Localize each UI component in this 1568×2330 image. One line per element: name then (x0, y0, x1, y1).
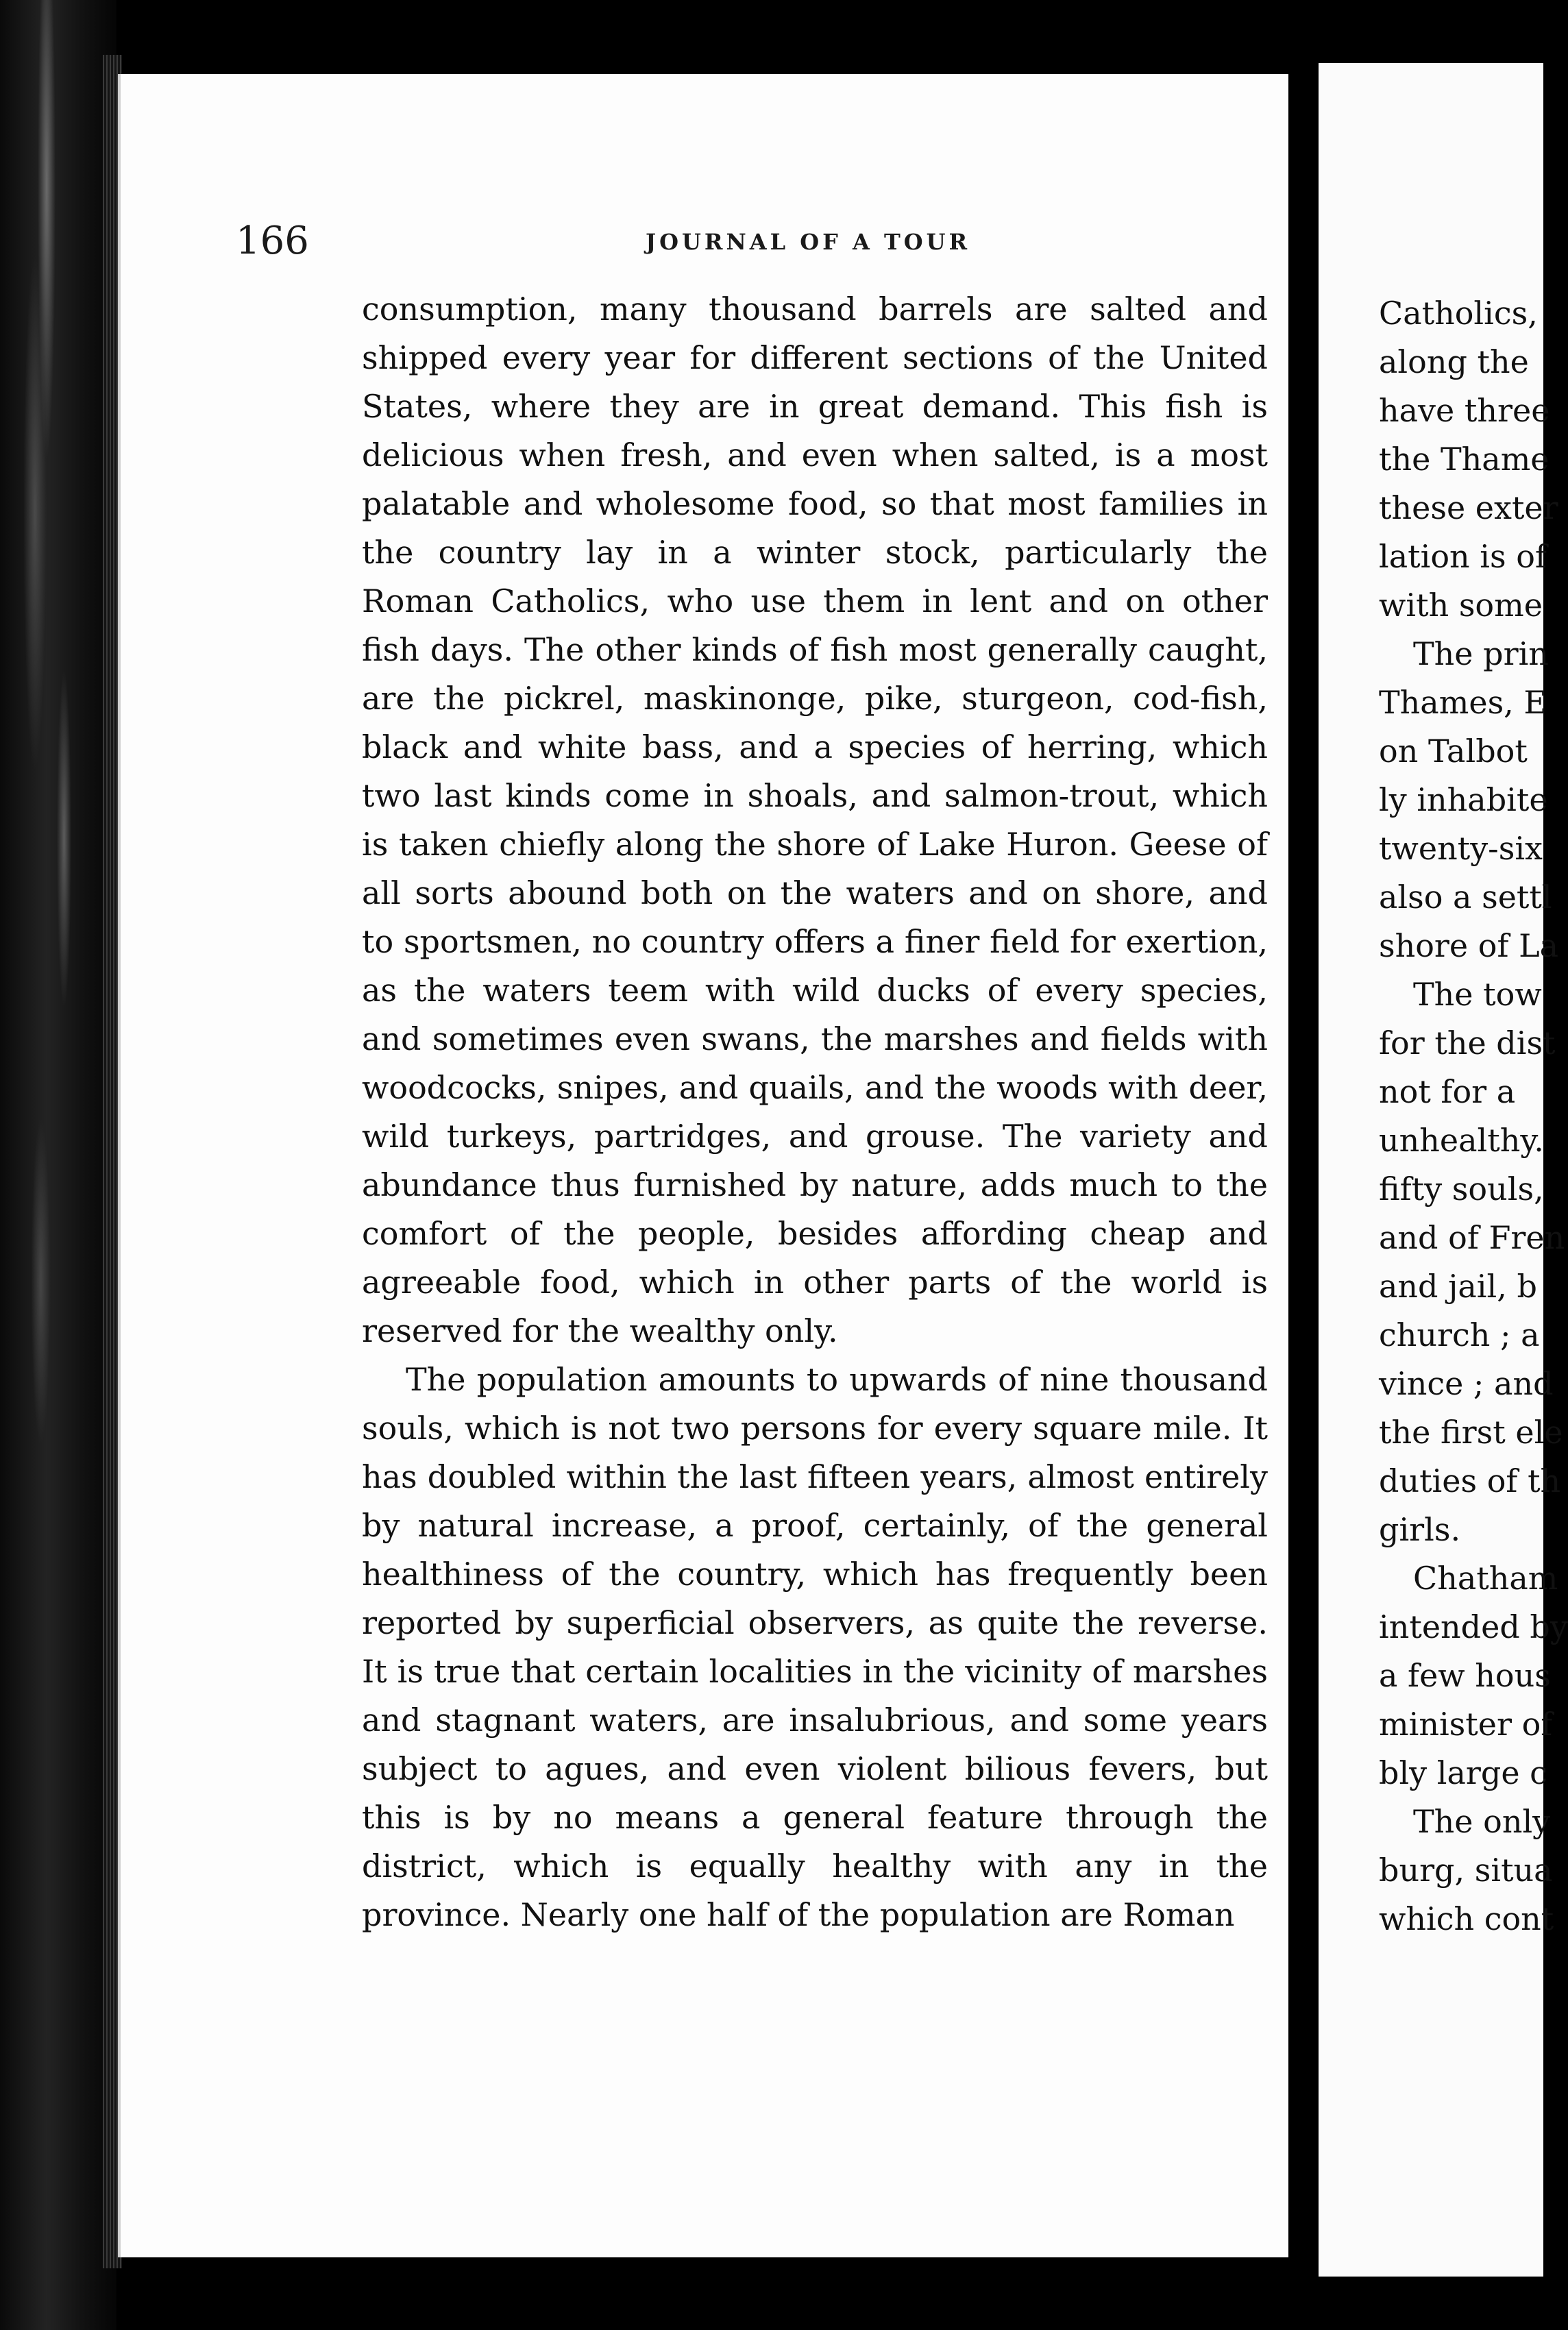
facing-page-line: The prin (1413, 635, 1549, 672)
book-binding-edge (0, 0, 117, 2330)
facing-page-line: also a settl (1379, 879, 1552, 916)
facing-page-line: on Talbot (1379, 733, 1528, 770)
facing-page-line: The only (1413, 1803, 1551, 1840)
facing-page-line: Chatham (1413, 1560, 1558, 1597)
facing-page-line: burg, situa (1379, 1852, 1553, 1889)
page-gutter (1288, 0, 1319, 2330)
facing-page-line: which cont (1379, 1900, 1554, 1937)
facing-page-line: and jail, b (1379, 1268, 1537, 1305)
facing-page-line: the Thame (1379, 441, 1549, 478)
facing-page-line: have three (1379, 392, 1550, 429)
page-number: 166 (236, 219, 309, 263)
facing-page-line: minister of (1379, 1706, 1553, 1743)
facing-page-line: the first ele (1379, 1414, 1563, 1451)
facing-page-line: intended by (1379, 1608, 1568, 1645)
facing-page-line: unhealthy. (1379, 1122, 1544, 1159)
running-head: JOURNAL OF A TOUR (646, 229, 971, 255)
facing-page-line: Thames, E (1379, 684, 1547, 721)
facing-page-text (1379, 289, 1568, 1943)
facing-page-line: with some (1379, 587, 1543, 624)
facing-page-line: not for a (1379, 1073, 1516, 1110)
page-header (236, 214, 1277, 269)
facing-page-line: a few hous (1379, 1657, 1551, 1694)
body-text (362, 285, 1268, 1939)
paragraph: consumption, many thousand barrels are salted and shipped every year for different sections of the United States, where they are in great demand. This fish is delicious when fresh, and even when salted, is a most palatable and wholesome food, so that most families in the country lay in a winter stock, particularly the Roman Catholics, who use them in lent and on other fish days. The other kinds of fish most generally caught, are the pickrel, maskinonge, pike, sturgeon, cod-fish, black and white bass, and a species of herring, which two last kinds come in shoals, and salmon-trout, which is taken chiefly along the shore of Lake Huron. Geese of all sorts abound both on the waters and on shore, and to sportsmen, no country offers a finer field for exertion, as the waters teem with wild ducks of every species, and sometimes even swans, the marshes and fields with woodcocks, snipes, and quails, and the woods with deer, wild turkeys, partridges, and grouse. The variety and abundance thus furnished by nature, adds much to the comfort of the people, besides affording cheap and agreeable food, which in other parts of the world is reserved for the wealthy only. (362, 291, 1268, 1349)
facing-page-line: these exter (1379, 489, 1558, 526)
facing-page-line: shore of La (1379, 927, 1559, 964)
facing-page-line: church ; a (1379, 1316, 1540, 1353)
facing-page-line: ly inhabite (1379, 781, 1548, 818)
facing-page-line: fifty souls, (1379, 1170, 1544, 1207)
facing-page-line: vince ; and (1379, 1365, 1554, 1402)
facing-page-line: Catholics, (1379, 295, 1538, 332)
facing-page-line: duties of th (1379, 1462, 1561, 1499)
facing-page (1319, 63, 1568, 2277)
facing-page-line: lation is of (1379, 538, 1547, 575)
facing-page-line: twenty-six (1379, 830, 1543, 867)
facing-page-line: along the (1379, 343, 1529, 380)
facing-page-line: and of Fren (1379, 1219, 1565, 1256)
facing-page-line: for the dist (1379, 1025, 1556, 1062)
facing-page-line: girls. (1379, 1511, 1461, 1548)
facing-page-line: The tow (1413, 976, 1542, 1013)
paragraph: The population amounts to upwards of nine thousand souls, which is not two persons for every square mile. It has doubled within the last fifteen years, almost entirely by natural increase, a proof, certainly, of the general healthiness of the country, which has frequently been reported by superficial observers, as quite the reverse. It is true that certain localities in the vicinity of marshes and stagnant waters, are insalubrious, and some years subject to agues, and even violent bilious fevers, but this is by no means a general feature through the district, which is equally healthy with any in the province. Nearly one half of the population are Roman (362, 1361, 1268, 1933)
facing-page-line: bly large c (1379, 1754, 1547, 1791)
